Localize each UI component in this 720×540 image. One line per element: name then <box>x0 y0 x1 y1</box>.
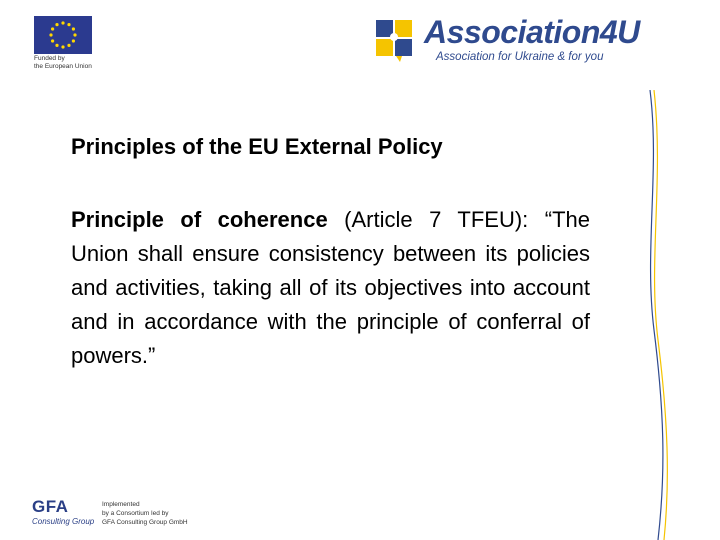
caption-line3: GFA Consulting Group GmbH <box>102 519 188 526</box>
eu-caption-line1: Funded by <box>34 55 65 62</box>
eu-caption-line2: the European Union <box>34 63 92 70</box>
gfa-logo-tagline: Consulting Group <box>32 517 95 526</box>
slide-title: Principles of the EU External Policy <box>71 134 443 159</box>
eu-funding-caption <box>34 55 124 71</box>
logo-title: Association4U <box>424 14 640 50</box>
logo-subtitle: Association for Ukraine & for you <box>436 51 604 63</box>
implementation-caption <box>102 500 222 527</box>
gfa-logo-word: GFA <box>32 497 69 516</box>
association4u-logo <box>376 16 676 68</box>
caption-line2: by a Consortium led by <box>102 510 169 517</box>
slide-body <box>71 203 590 373</box>
body-text: (Article 7 TFEU): “The Union shall ensure consistency between its policies and activities, taking all of its objectives into account and in accordance with the principle of conferral of powers.” <box>71 207 590 368</box>
caption-line1: Implemented <box>102 501 140 508</box>
gfa-logo <box>32 497 98 531</box>
decorative-curves <box>630 90 670 540</box>
body-bold-lead: Principle of coherence <box>71 207 328 232</box>
puzzle-icon <box>376 18 416 62</box>
eu-flag-icon <box>34 16 92 54</box>
